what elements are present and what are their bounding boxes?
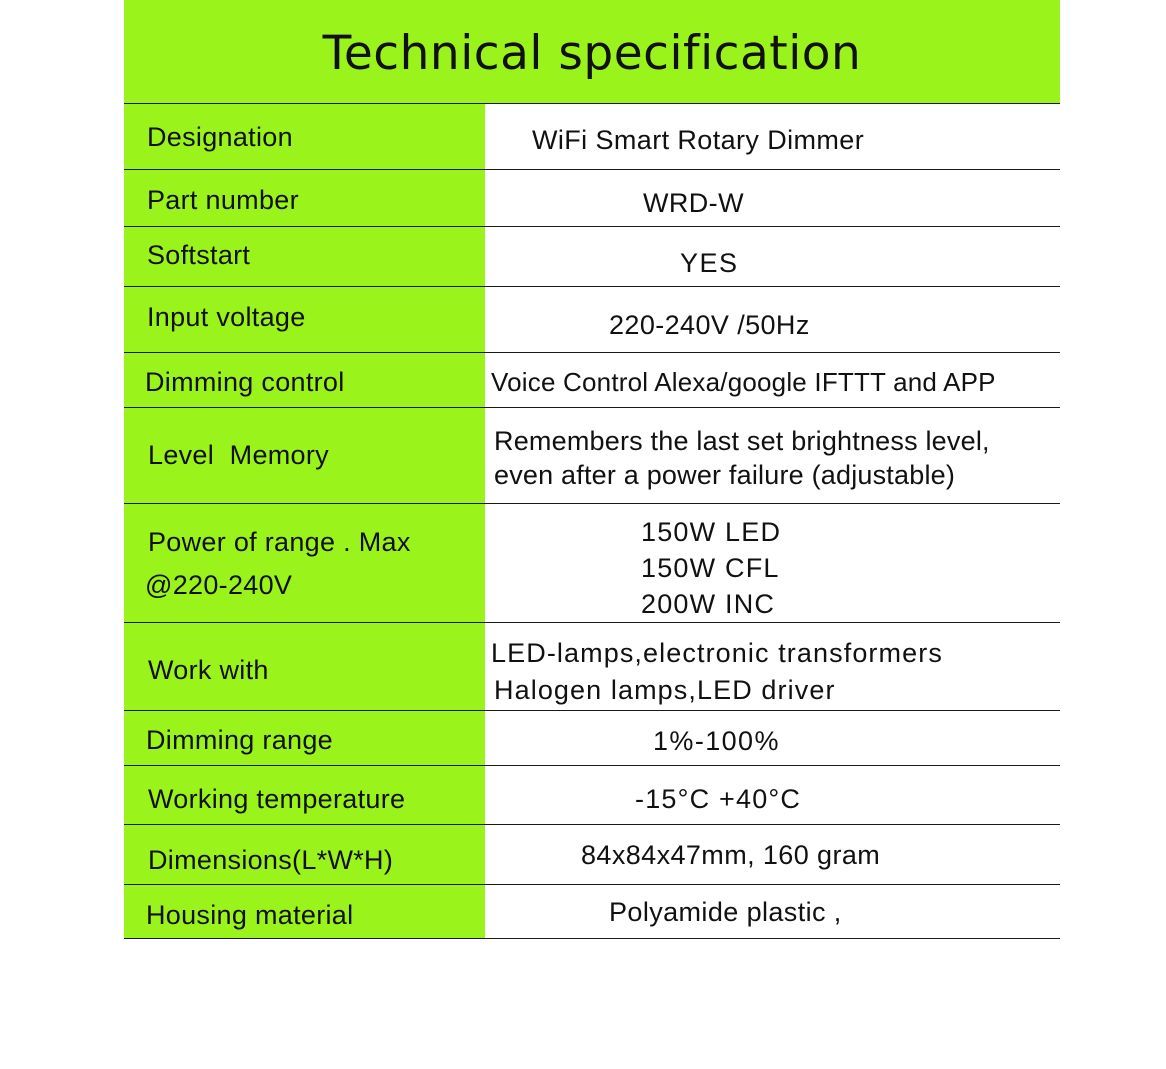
spec-label: Dimming range (146, 725, 333, 755)
spec-value-cell (485, 227, 1060, 286)
spec-value-cell (485, 504, 1060, 622)
spec-label: Softstart (147, 240, 251, 270)
spec-value-cell (485, 104, 1060, 169)
spec-value: 220-240V /50Hz (609, 310, 810, 340)
spec-row-dimming-range (124, 711, 1060, 766)
spec-label: Power of range . Max (148, 527, 411, 557)
spec-row-housing-material (124, 885, 1060, 939)
spec-label: Dimming control (145, 367, 345, 397)
spec-label: Housing material (146, 900, 354, 930)
spec-value: 84x84x47mm, 160 gram (581, 840, 881, 870)
spec-label: @220-240V (145, 570, 293, 600)
spec-row-part-number (124, 170, 1060, 227)
spec-label-cell (124, 104, 485, 169)
spec-value: Polyamide plastic , (609, 897, 842, 927)
spec-value-cell (485, 287, 1060, 352)
spec-label-cell (124, 623, 485, 710)
spec-value: WRD-W (643, 188, 744, 218)
spec-label: Designation (147, 122, 293, 152)
spec-label-cell (124, 170, 485, 226)
spec-value: -15°C +40°C (635, 784, 802, 814)
spec-label: Level Memory (148, 440, 329, 470)
spec-sheet (124, 0, 1060, 939)
spec-value-cell (485, 408, 1060, 503)
spec-value-line: Remembers the last set brightness level, (494, 426, 990, 456)
spec-row-dimensions (124, 825, 1060, 885)
spec-label-cell (124, 287, 485, 352)
spec-row-power-range (124, 504, 1060, 623)
spec-row-dimming-control (124, 353, 1060, 408)
spec-label: Part number (147, 185, 299, 215)
spec-label: Dimensions(L*W*H) (148, 845, 394, 875)
spec-row-working-temperature (124, 766, 1060, 825)
page-title: Technical specification (322, 26, 862, 81)
spec-value-line: 150W CFL (641, 553, 780, 583)
spec-value-line: even after a power failure (adjustable) (494, 460, 956, 490)
spec-value: WiFi Smart Rotary Dimmer (532, 125, 865, 155)
spec-row-softstart (124, 227, 1060, 287)
spec-value: Voice Control Alexa/google IFTTT and APP (491, 367, 996, 397)
spec-value-cell (485, 885, 1060, 938)
spec-value-lines (641, 514, 781, 622)
spec-label-cell (124, 825, 485, 884)
spec-label: Input voltage (147, 302, 306, 332)
spec-row-input-voltage (124, 287, 1060, 353)
spec-label: Work with (148, 655, 269, 685)
spec-value: YES (680, 248, 739, 278)
spec-label-cell (124, 885, 485, 938)
spec-value-cell (485, 766, 1060, 824)
title-bar (124, 0, 1060, 104)
spec-value-lines (491, 635, 943, 709)
spec-value-cell (485, 353, 1060, 407)
spec-value-line: Halogen lamps,LED driver (494, 675, 836, 705)
spec-value: 1%-100% (653, 726, 780, 756)
spec-value-line: 200W INC (641, 589, 776, 619)
spec-value-cell (485, 170, 1060, 226)
spec-value-lines (494, 424, 990, 492)
spec-value-cell (485, 711, 1060, 765)
spec-label-cell (124, 504, 485, 622)
spec-row-level-memory (124, 408, 1060, 504)
spec-row-designation (124, 104, 1060, 170)
spec-label-cell (124, 711, 485, 765)
spec-row-work-with (124, 623, 1060, 711)
spec-label-cell (124, 353, 485, 407)
spec-value-line: 150W LED (641, 517, 782, 547)
spec-label-cell (124, 227, 485, 286)
spec-value-line: LED-lamps,electronic transformers (491, 638, 943, 668)
spec-label-cell (124, 766, 485, 824)
spec-value-cell (485, 623, 1060, 710)
spec-value-cell (485, 825, 1060, 884)
spec-label: Working temperature (148, 784, 406, 814)
spec-label-cell (124, 408, 485, 503)
